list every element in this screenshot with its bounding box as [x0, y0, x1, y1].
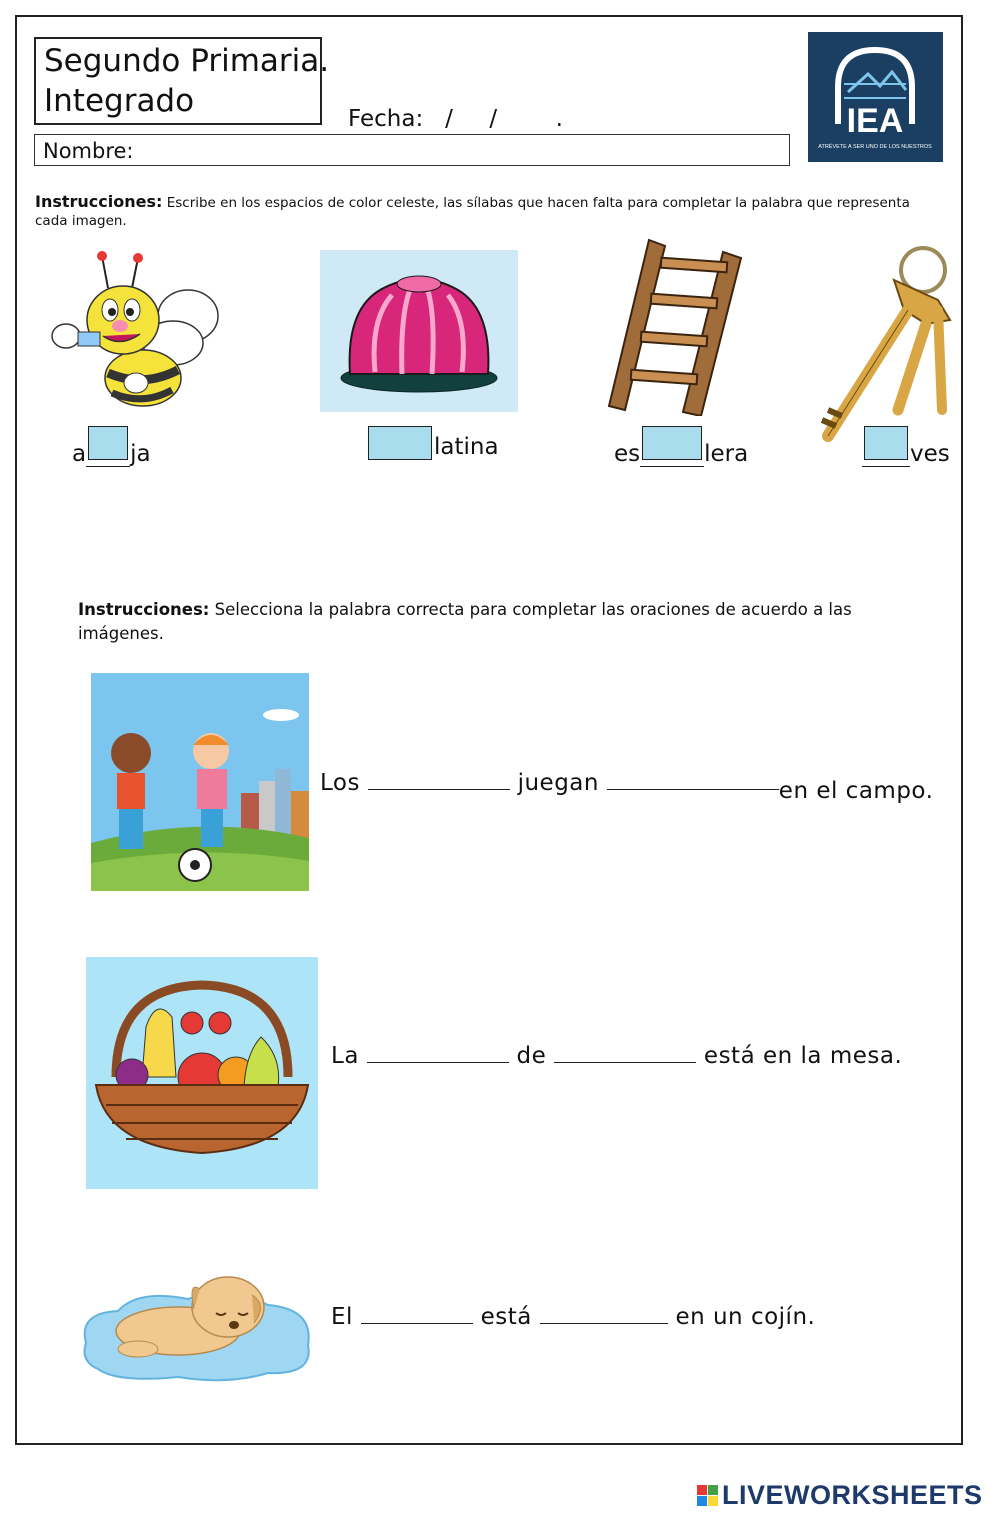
keys-picture [808, 240, 958, 454]
logo-tagline: ATRÉVETE A SER UNO DE LOS NUESTROS [818, 144, 932, 150]
title-line-1: Segundo Primaria. [44, 43, 330, 79]
sentence-2-blank-2[interactable] [554, 1044, 696, 1063]
instructions-2-text: Selecciona la palabra correcta para completar las oraciones de acuerdo a las imágenes. [78, 600, 852, 643]
sentence-3 [331, 1304, 815, 1330]
word-3-suffix: lera [704, 441, 749, 467]
word-item-4 [862, 426, 950, 467]
sentence-1-part3: en el campo. [778, 778, 934, 804]
sentence-1 [320, 770, 934, 804]
liveworksheets-logo-icon [697, 1485, 718, 1506]
sentence-3-blank-2[interactable] [540, 1305, 668, 1324]
word-item-1 [72, 426, 151, 467]
sentence-1-part1: Los [320, 770, 360, 796]
sentence-1-blank-1[interactable] [368, 771, 510, 790]
liveworksheets-brand [697, 1480, 983, 1511]
instructions-1-label: Instrucciones: [35, 192, 163, 211]
fruit-basket-picture [86, 957, 318, 1193]
word-3-prefix: es [614, 441, 641, 467]
sentence-3-part3: en un cojín. [675, 1304, 816, 1330]
iea-logo-graphic [808, 32, 943, 162]
nombre-field[interactable] [34, 134, 790, 166]
syllable-input-4[interactable] [864, 426, 908, 460]
syllable-input-1[interactable] [88, 426, 128, 460]
liveworksheets-text: LIVEWORKSHEETS [722, 1480, 983, 1510]
instructions-1 [35, 193, 915, 230]
sentence-3-part2: está [480, 1304, 532, 1330]
word-item-3 [614, 426, 748, 467]
syllable-input-2[interactable] [368, 426, 432, 460]
sentence-2-part3: está en la mesa. [703, 1043, 903, 1069]
word-item-2 [366, 426, 499, 460]
title-box [34, 37, 330, 125]
word-1-prefix: a [72, 441, 87, 467]
fecha-label: Fecha: / / . [348, 106, 563, 132]
title-line-2: Integrado [44, 83, 195, 119]
logo-text: IEA [846, 102, 904, 140]
school-logo [808, 32, 943, 162]
sentence-2-blank-1[interactable] [367, 1044, 509, 1063]
word-1-suffix: ja [130, 441, 151, 467]
sentence-1-part2: juegan [517, 770, 599, 796]
nombre-label: Nombre: [43, 139, 134, 163]
instructions-1-text: Escribe en los espacios de color celeste, las sílabas que hacen falta para completar la palabra que representa cada imagen. [35, 195, 910, 229]
kids-playing-picture [91, 673, 309, 895]
sentence-2 [331, 1043, 902, 1069]
word-4-blank-line [862, 426, 910, 467]
gelatin-picture [320, 250, 518, 416]
bee-picture [48, 248, 226, 414]
sleeping-puppy-picture [78, 1265, 316, 1389]
word-1-blank-line [86, 426, 130, 467]
syllable-input-3[interactable] [642, 426, 702, 460]
sentence-3-blank-1[interactable] [361, 1305, 473, 1324]
word-4-suffix: ves [910, 441, 950, 467]
sentence-2-part2: de [516, 1043, 547, 1069]
sentence-3-part1: El [331, 1304, 353, 1330]
sentence-1-blank-2[interactable] [607, 771, 779, 790]
word-3-blank-line [640, 426, 704, 467]
sentence-2-part1: La [331, 1043, 359, 1069]
ladder-picture [605, 238, 750, 420]
word-2-suffix: latina [434, 434, 499, 460]
instructions-2 [78, 598, 908, 646]
instructions-2-label: Instrucciones: [78, 600, 210, 619]
